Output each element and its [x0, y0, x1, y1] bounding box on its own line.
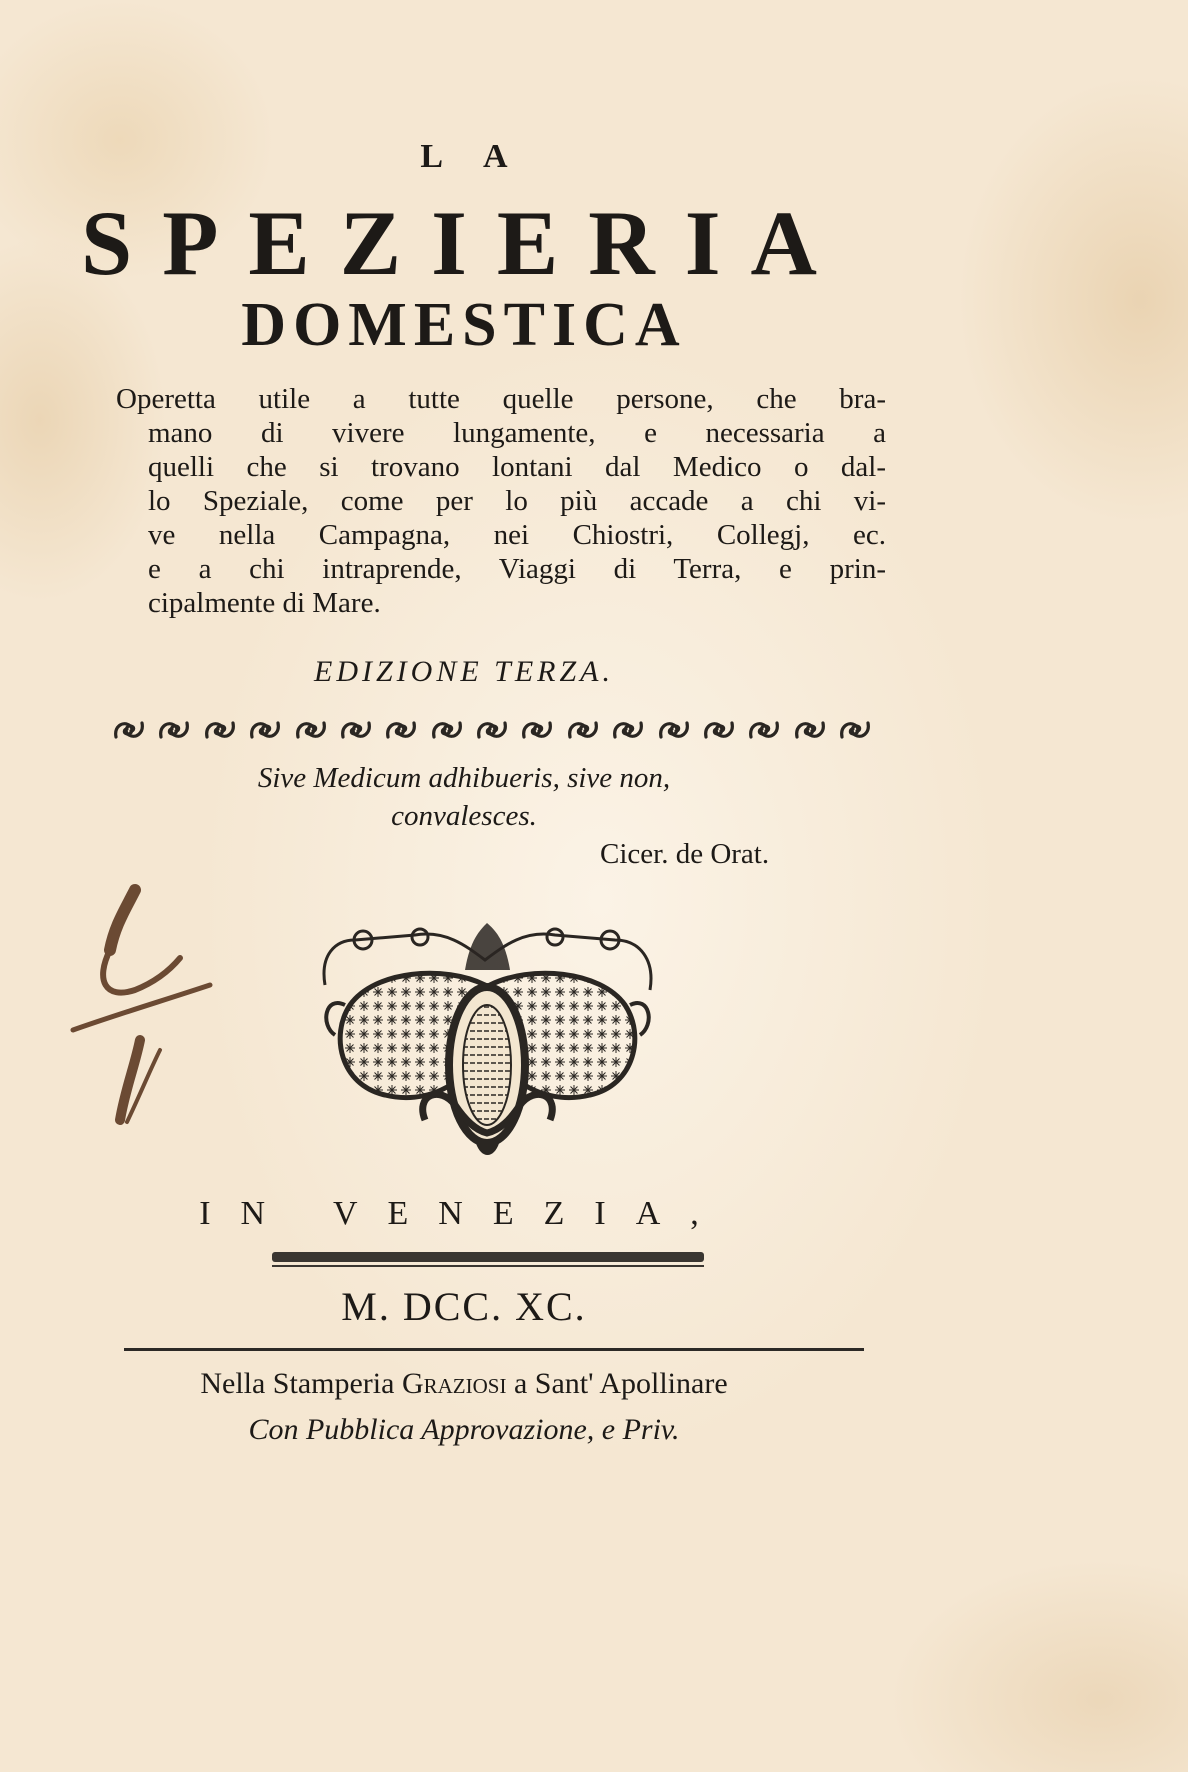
- imprint-printer: [0, 1367, 1058, 1401]
- subtitle-line: cipalmente di Mare.: [148, 587, 381, 619]
- fleuron-icon: [838, 717, 872, 743]
- title-sub: DOMESTICA: [241, 291, 687, 359]
- subtitle-line: ve nella Campagna, nei Chiostri, Collegj, ec.: [148, 519, 886, 551]
- fleuron-icon: [520, 717, 554, 743]
- imprint-place: IN VENEZIA,: [199, 1195, 729, 1232]
- fleuron-icon: [793, 717, 827, 743]
- double-rule-thin: [272, 1265, 704, 1267]
- fleuron-icon: [475, 717, 509, 743]
- fleuron-icon: [702, 717, 736, 743]
- subtitle-paragraph: [116, 382, 886, 620]
- subtitle-line: quelli che si trovano lontani dal Medico o dal-: [148, 451, 886, 483]
- printer-name: Graziosi: [401, 1367, 507, 1400]
- fleuron-border: [112, 710, 872, 750]
- fleuron-icon: [430, 717, 464, 743]
- fleuron-icon: [566, 717, 600, 743]
- subtitle-line: lo Speziale, come per lo più accade a chi vi-: [148, 485, 886, 517]
- fleuron-icon: [157, 717, 191, 743]
- fleuron-icon: [248, 717, 282, 743]
- subtitle-line: e a chi intraprende, Viaggi di Terra, e prin-: [148, 553, 886, 585]
- imprint-rule: [124, 1348, 864, 1351]
- motto-line-1: Sive Medicum adhibueris, sive non,: [257, 762, 671, 794]
- fleuron-icon: [294, 717, 328, 743]
- printer-prefix: Nella Stamperia: [200, 1367, 402, 1400]
- imprint-approval: Con Pubblica Approvazione, e Priv.: [248, 1413, 680, 1446]
- double-rule-thick: [272, 1252, 704, 1262]
- imprint-year: M. DCC. XC.: [341, 1284, 587, 1329]
- motto-citation: Cicer. de Orat.: [600, 838, 770, 870]
- fleuron-icon: [384, 717, 418, 743]
- motto-line-2: convalesces.: [391, 800, 537, 832]
- subtitle-line: mano di vivere lungamente, e necessaria a: [148, 417, 886, 449]
- fleuron-icon: [747, 717, 781, 743]
- edition-statement: EDIZIONE TERZA.: [314, 655, 614, 688]
- printer-suffix: a Sant' Apollinare: [506, 1367, 728, 1400]
- fleuron-icon: [339, 717, 373, 743]
- fleuron-icon: [657, 717, 691, 743]
- title-article: LA: [420, 138, 548, 175]
- fleuron-icon: [203, 717, 237, 743]
- title-main: SPEZIERIA: [81, 192, 847, 294]
- fleuron-icon: [611, 717, 645, 743]
- handwritten-shelfmark-icon: [65, 880, 235, 1130]
- fleuron-icon: [112, 717, 146, 743]
- subtitle-line: Operetta utile a tutte quelle persone, che bra-: [116, 383, 886, 415]
- printer-device-icon: [315, 915, 665, 1165]
